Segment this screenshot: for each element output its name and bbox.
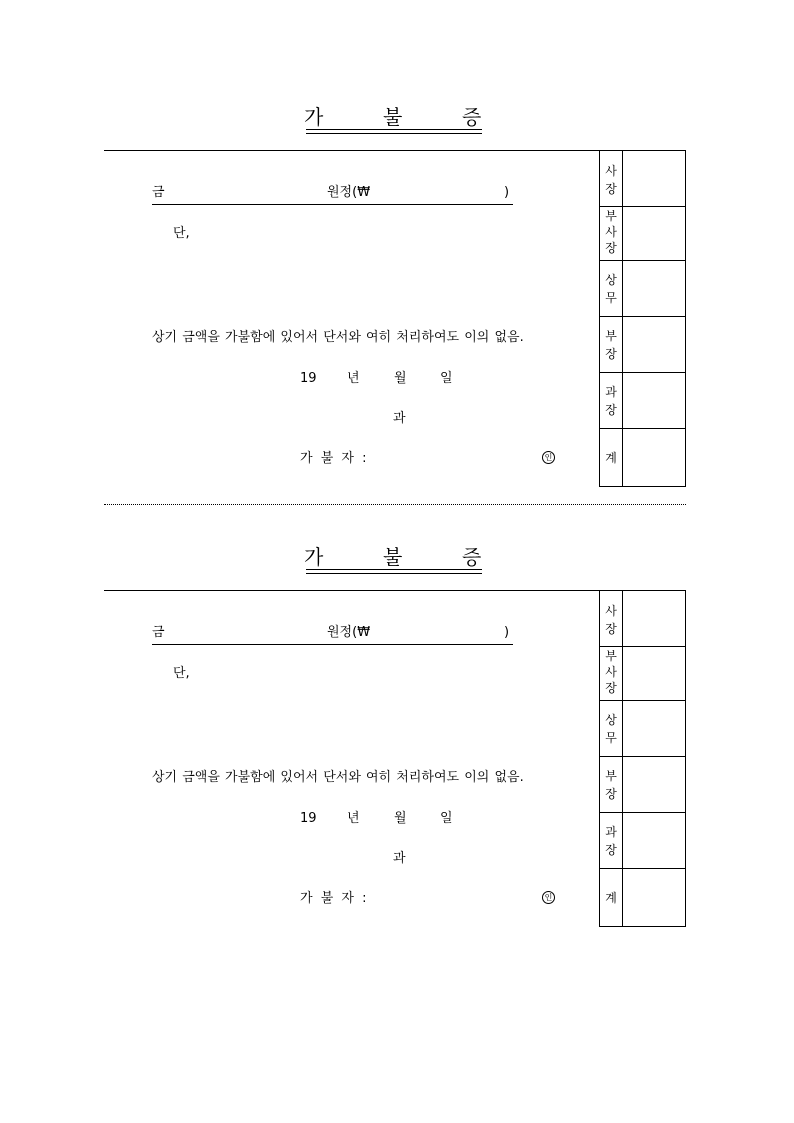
approval-text: 사 장 — [605, 164, 617, 196]
title-char-1: 가 — [304, 545, 324, 569]
approval-label-managing-director — [600, 711, 622, 747]
department-label: 과 — [393, 851, 406, 866]
approval-text: 상 무 — [605, 273, 617, 305]
date-year-unit: 년 — [347, 371, 360, 386]
approval-row-rule — [600, 206, 685, 207]
approval-row-rule — [600, 260, 685, 261]
approval-label-managing-director — [600, 271, 622, 307]
amount-close-paren: ) — [504, 185, 510, 200]
provision-label: 단, — [173, 666, 190, 681]
approval-text: 부 사 장 — [605, 649, 617, 695]
approval-text: 계 — [605, 891, 617, 905]
approval-text: 부 장 — [605, 329, 617, 361]
date-day-unit: 일 — [440, 371, 453, 386]
approval-box — [599, 590, 686, 927]
title-char-3: 증 — [462, 105, 482, 129]
amount-won-label: 원정(₩ — [327, 185, 371, 200]
approval-label-section-chief — [600, 823, 622, 859]
title-char-1: 가 — [304, 105, 324, 129]
title-double-underline — [306, 129, 482, 134]
seal-mark: 인 — [542, 451, 555, 464]
approval-label-president — [600, 602, 622, 638]
form-title — [300, 544, 486, 578]
approval-row-rule — [600, 372, 685, 373]
approval-text: 사 장 — [605, 604, 617, 636]
date-month-unit: 월 — [394, 371, 407, 386]
amount-label: 금 — [152, 185, 165, 200]
amount-close-paren: ) — [504, 625, 510, 640]
approval-text: 과 장 — [605, 385, 617, 417]
date-year-unit: 년 — [347, 811, 360, 826]
borrower-label: 가 불 자 : — [300, 891, 369, 906]
pledge-text: 상기 금액을 가불함에 있어서 단서와 여히 처리하여도 이의 없음. — [152, 330, 524, 345]
approval-text: 과 장 — [605, 825, 617, 857]
approval-row-rule — [600, 868, 685, 869]
pledge-text: 상기 금액을 가불함에 있어서 단서와 여히 처리하여도 이의 없음. — [152, 770, 524, 785]
approval-text: 부 장 — [605, 769, 617, 801]
form-title — [300, 104, 486, 138]
borrower-label: 가 불 자 : — [300, 451, 369, 466]
approval-label-staff — [600, 889, 622, 907]
approval-label-vice-president — [600, 208, 622, 256]
date-month-unit: 월 — [394, 811, 407, 826]
title-char-2: 불 — [383, 545, 403, 569]
title-char-2: 불 — [383, 105, 403, 129]
amount-underline[interactable] — [152, 204, 513, 205]
approval-label-vice-president — [600, 648, 622, 696]
approval-text: 부 사 장 — [605, 209, 617, 255]
approval-row-rule — [600, 700, 685, 701]
provision-label: 단, — [173, 226, 190, 241]
date-year: 19 — [300, 371, 317, 386]
amount-won-label: 원정(₩ — [327, 625, 371, 640]
header-rule — [104, 590, 600, 591]
title-double-underline — [306, 569, 482, 574]
approval-row-rule — [600, 812, 685, 813]
approval-row-rule — [600, 646, 685, 647]
approval-divider — [622, 151, 623, 486]
approval-divider — [622, 591, 623, 926]
approval-row-rule — [600, 756, 685, 757]
approval-box — [599, 150, 686, 487]
voucher-top — [0, 0, 794, 466]
header-rule — [104, 150, 600, 151]
approval-label-section-chief — [600, 383, 622, 419]
seal-mark: 인 — [542, 891, 555, 904]
approval-row-rule — [600, 428, 685, 429]
approval-label-general-manager — [600, 327, 622, 363]
approval-text: 계 — [605, 451, 617, 465]
amount-label: 금 — [152, 625, 165, 640]
date-year: 19 — [300, 811, 317, 826]
approval-row-rule — [600, 316, 685, 317]
voucher-bottom — [0, 440, 794, 906]
approval-text: 상 무 — [605, 713, 617, 745]
approval-label-general-manager — [600, 767, 622, 803]
title-char-3: 증 — [462, 545, 482, 569]
department-label: 과 — [393, 411, 406, 426]
amount-underline[interactable] — [152, 644, 513, 645]
approval-label-president — [600, 162, 622, 198]
date-day-unit: 일 — [440, 811, 453, 826]
